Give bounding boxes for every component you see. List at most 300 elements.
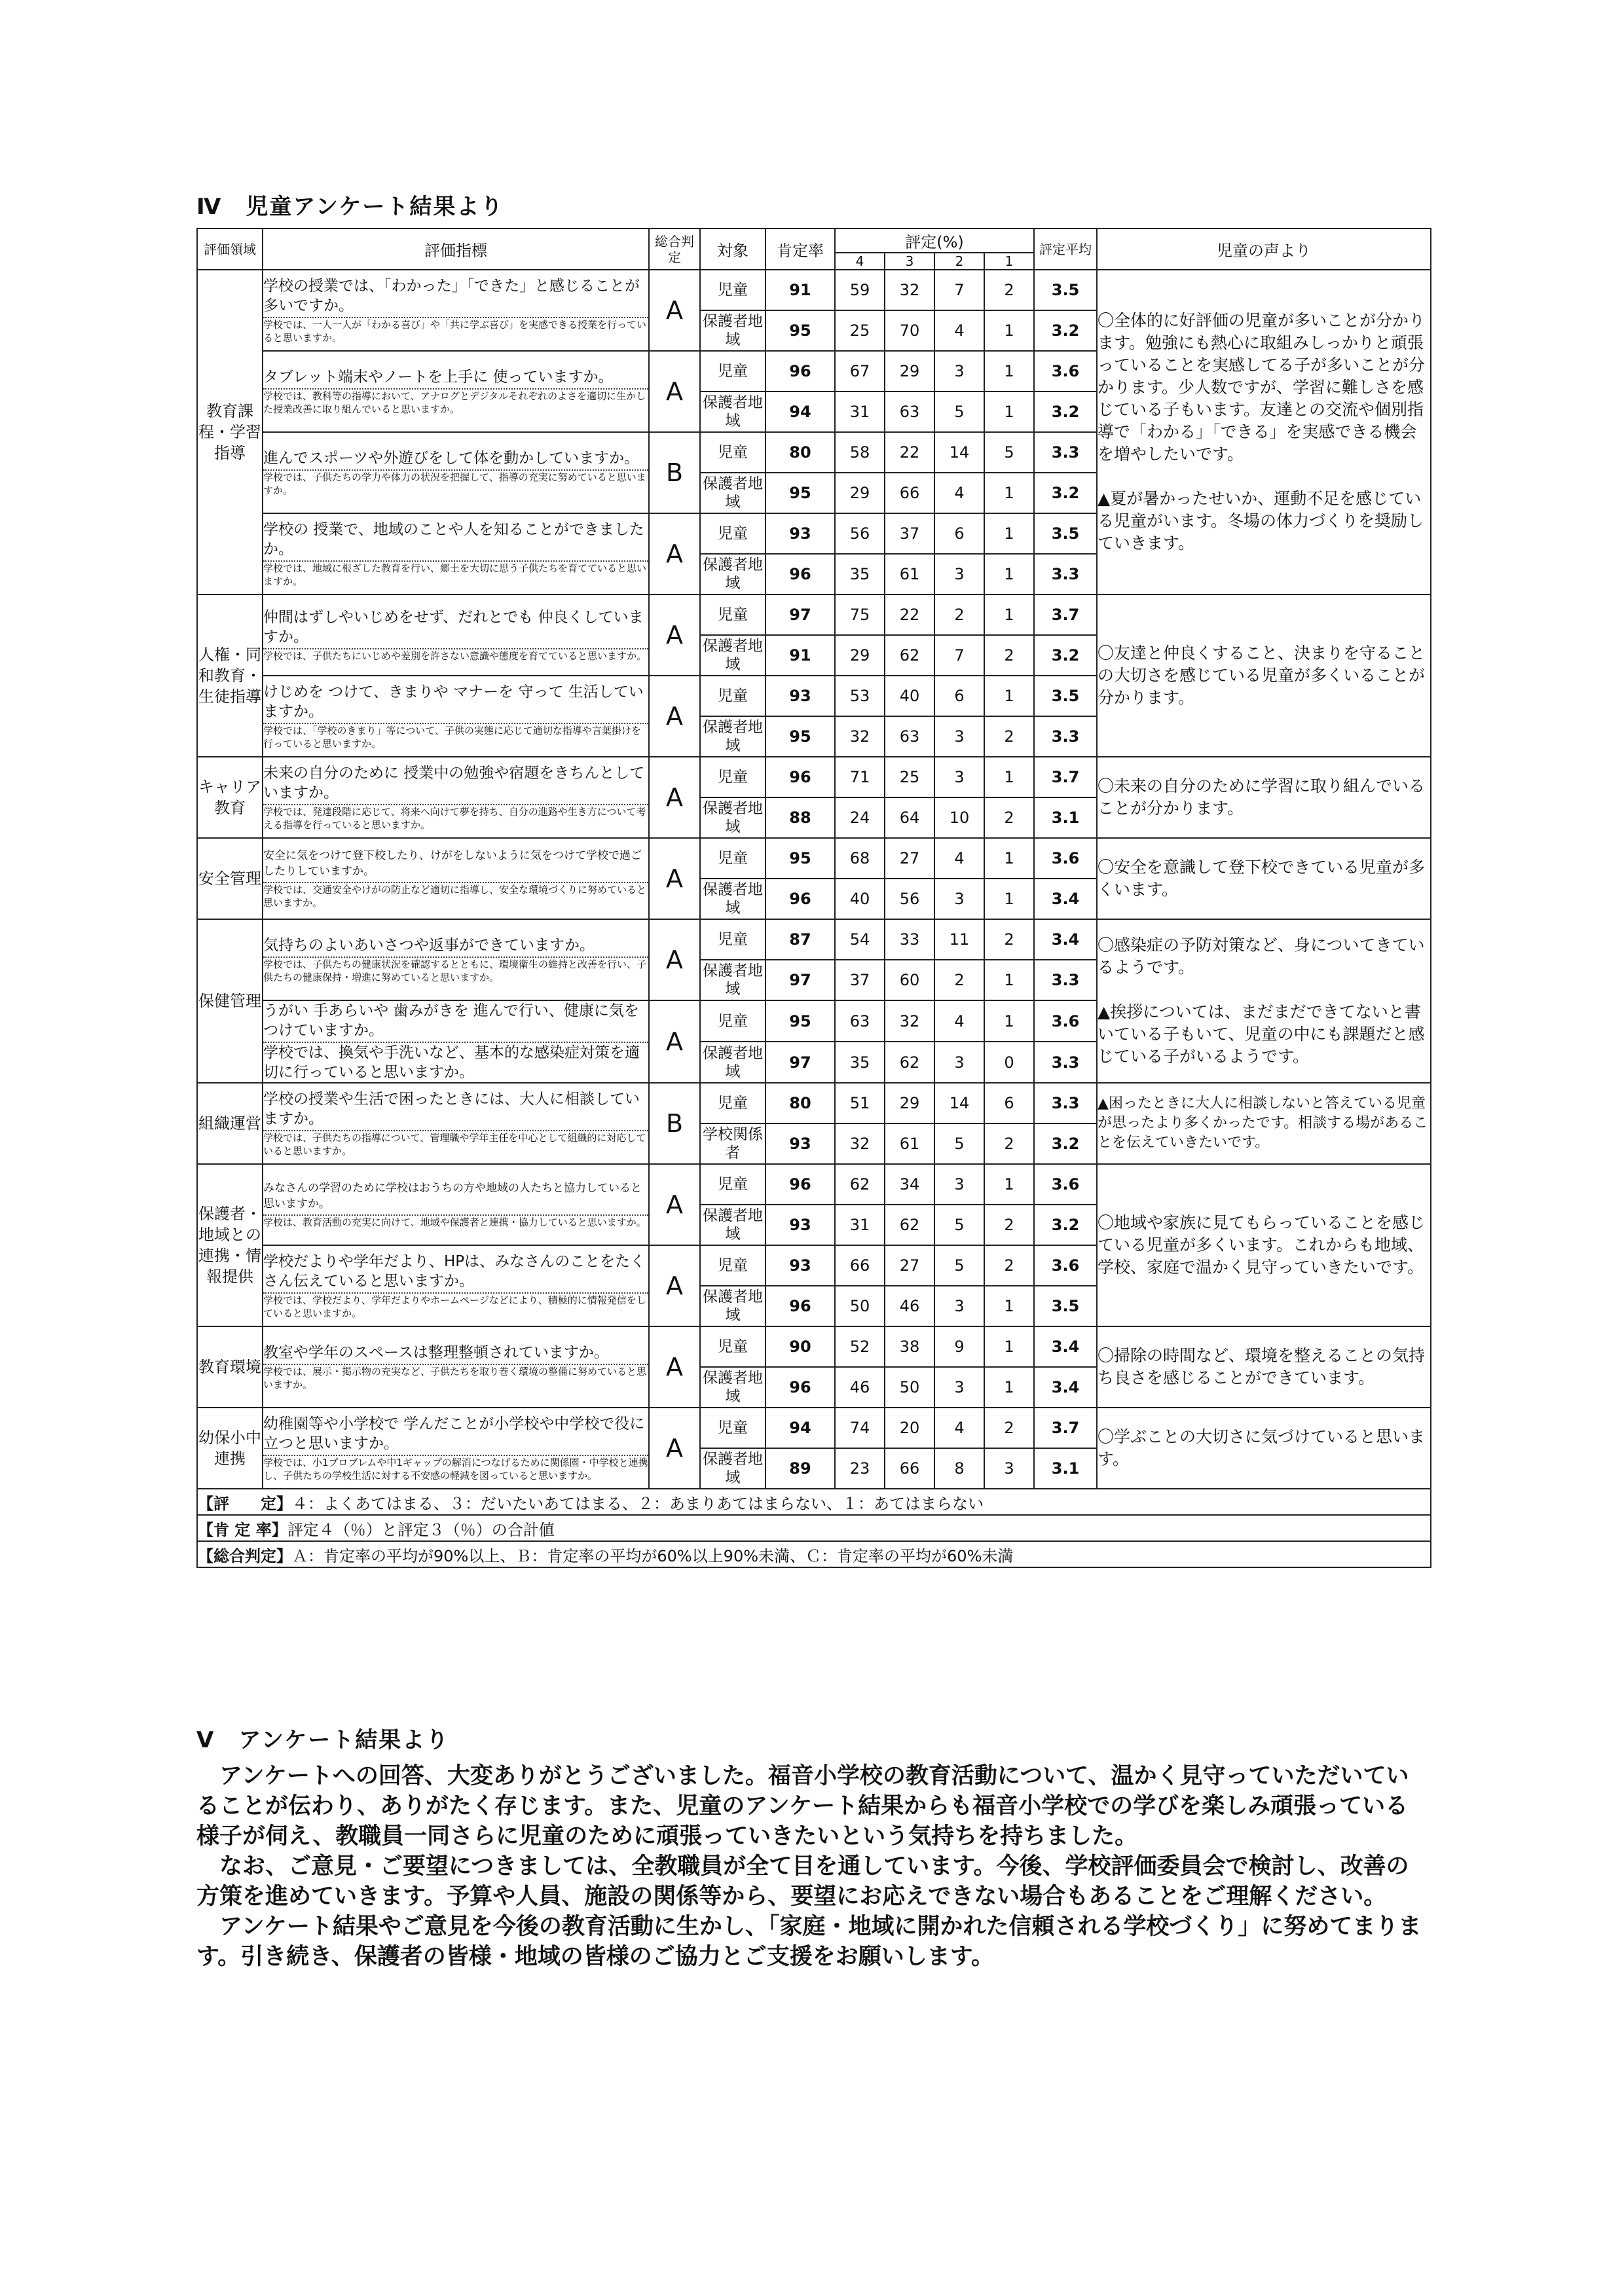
judge-cell: A — [649, 1408, 700, 1489]
indicator-question: けじめを つけて、きまりや マナーを 守って 生活していますか。 — [263, 682, 648, 724]
rating-1-cell: 1 — [984, 1367, 1034, 1408]
average-cell: 3.3 — [1034, 960, 1097, 1000]
rate-cell: 93 — [766, 1205, 835, 1245]
rate-cell: 96 — [766, 757, 835, 797]
rate-cell: 80 — [766, 1083, 835, 1123]
indicator-cell — [263, 1245, 649, 1326]
average-cell: 3.3 — [1034, 432, 1097, 473]
judge-cell: A — [649, 513, 700, 594]
student-voice-cell: 〇全体的に好評価の児童が多いことが分かります。勉強にも熱心に取組みしっかりと頑張っていることを実感してる子が多いことが分かります。少人数ですが、学習に難しさを感じている子もいます。友達との交流や個別指導で「わかる」「できる」を実感できる機会を増やしたいです。 ▲夏が暑かったせいか、運動不足を感じている児童がいます。冬場の体力づくりを奨励していきます。 — [1097, 270, 1431, 594]
rating-1-cell: 1 — [984, 960, 1034, 1000]
legend-key: 【肯 定 率】 — [198, 1520, 287, 1539]
rating-3-cell: 62 — [885, 1205, 934, 1245]
rating-2-cell: 3 — [934, 1286, 984, 1326]
rating-4-cell: 24 — [835, 797, 885, 838]
legend-cell — [197, 1541, 1431, 1567]
rating-4-cell: 35 — [835, 554, 885, 594]
indicator-subtext: 学校では、子供たちの指導について、管理職や学年主任を中心として組織的に対応していると思いますか。 — [263, 1132, 646, 1157]
rating-2-cell: 4 — [934, 1408, 984, 1448]
rate-cell: 96 — [766, 554, 835, 594]
average-cell: 3.2 — [1034, 635, 1097, 676]
header-rating: 評定(%) — [835, 228, 1034, 253]
target-cell: 保護者地域 — [700, 960, 766, 1000]
rating-1-cell: 1 — [984, 473, 1034, 513]
rating-1-cell: 1 — [984, 392, 1034, 432]
rating-2-cell: 4 — [934, 310, 984, 351]
table-row — [197, 757, 1431, 797]
indicator-subtext: 学校では、教科等の指導において、アナログとデジタルそれぞれのよさを適切に生かした授業改善に取り組んでいると思いますか。 — [263, 390, 646, 415]
rating-2-cell: 3 — [934, 757, 984, 797]
rating-3-cell: 37 — [885, 513, 934, 554]
indicator-subtext: 学校では、学校だより、学年だよりやホームページなどにより、積極的に情報発信をしていると思いますか。 — [263, 1294, 646, 1319]
average-cell: 3.6 — [1034, 1245, 1097, 1286]
rating-3-cell: 66 — [885, 1448, 934, 1489]
rating-3-cell: 32 — [885, 270, 934, 310]
average-cell: 3.3 — [1034, 716, 1097, 757]
indicator-question: タブレット端末やノートを上手に 使っていますか。 — [263, 367, 648, 390]
student-voice-cell: ▲困ったときに大人に相談しないと答えている児童が思ったより多くかったです。相談する場があることを伝えていきたいです。 — [1097, 1083, 1431, 1164]
rating-4-cell: 74 — [835, 1408, 885, 1448]
header-r3: 3 — [885, 253, 934, 270]
indicator-cell — [263, 1083, 649, 1164]
average-cell: 3.2 — [1034, 1205, 1097, 1245]
rating-2-cell: 3 — [934, 351, 984, 392]
average-cell: 3.6 — [1034, 838, 1097, 879]
average-cell: 3.4 — [1034, 1367, 1097, 1408]
rating-4-cell: 35 — [835, 1042, 885, 1083]
legend-cell — [197, 1515, 1431, 1541]
rating-3-cell: 22 — [885, 594, 934, 635]
rating-3-cell: 29 — [885, 351, 934, 392]
rating-4-cell: 66 — [835, 1245, 885, 1286]
rating-1-cell: 6 — [984, 1083, 1034, 1123]
indicator-cell — [263, 432, 649, 513]
indicator-question: うがい 手あらいや 歯みがきを 進んで行い、健康に気をつけていますか。 — [263, 1001, 648, 1043]
judge-cell: A — [649, 594, 700, 676]
target-cell: 保護者地域 — [700, 473, 766, 513]
rate-cell: 89 — [766, 1448, 835, 1489]
rating-1-cell: 1 — [984, 594, 1034, 635]
rating-4-cell: 29 — [835, 473, 885, 513]
judge-cell: A — [649, 1326, 700, 1408]
rate-cell: 96 — [766, 1367, 835, 1408]
target-cell: 保護者地域 — [700, 1286, 766, 1326]
average-cell: 3.6 — [1034, 1164, 1097, 1205]
rating-4-cell: 32 — [835, 716, 885, 757]
rating-4-cell: 62 — [835, 1164, 885, 1205]
rating-1-cell: 2 — [984, 797, 1034, 838]
table-row — [197, 1408, 1431, 1448]
rating-2-cell: 4 — [934, 1000, 984, 1042]
rating-2-cell: 4 — [934, 838, 984, 879]
rate-cell: 95 — [766, 838, 835, 879]
legend-text: Ａ：肯定率の平均が90%以上、Ｂ：肯定率の平均が60%以上90%未満、Ｃ：肯定率の平均が60%未満 — [292, 1546, 1014, 1565]
rating-4-cell: 32 — [835, 1123, 885, 1164]
target-cell: 保護者地域 — [700, 310, 766, 351]
target-cell: 保護者地域 — [700, 1367, 766, 1408]
indicator-question: 未来の自分のために 授業中の勉強や宿題をきちんとしていますか。 — [263, 763, 648, 805]
rate-cell: 94 — [766, 392, 835, 432]
target-cell: 児童 — [700, 1000, 766, 1042]
area-cell: 幼保小中連携 — [197, 1408, 263, 1489]
target-cell: 児童 — [700, 351, 766, 392]
table-row — [197, 919, 1431, 960]
target-cell: 学校関係者 — [700, 1123, 766, 1164]
rating-1-cell: 1 — [984, 1326, 1034, 1367]
header-voice: 児童の声より — [1097, 228, 1431, 270]
rating-1-cell: 1 — [984, 1000, 1034, 1042]
rate-cell: 97 — [766, 960, 835, 1000]
rating-3-cell: 50 — [885, 1367, 934, 1408]
average-cell: 3.7 — [1034, 1408, 1097, 1448]
indicator-question: 学校の授業や生活で困ったときには、大人に相談していますか。 — [263, 1089, 648, 1131]
judge-cell: A — [649, 1164, 700, 1245]
area-cell: 人権・同和教育・生徒指導 — [197, 594, 263, 757]
rating-1-cell: 2 — [984, 1408, 1034, 1448]
indicator-cell — [263, 1000, 649, 1083]
table-row — [197, 1326, 1431, 1367]
rating-3-cell: 33 — [885, 919, 934, 960]
rating-2-cell: 10 — [934, 797, 984, 838]
rating-4-cell: 31 — [835, 1205, 885, 1245]
header-r1: 1 — [984, 253, 1034, 270]
header-area: 評価領域 — [197, 228, 263, 270]
target-cell: 保護者地域 — [700, 554, 766, 594]
rate-cell: 96 — [766, 879, 835, 919]
rating-2-cell: 6 — [934, 513, 984, 554]
rating-2-cell: 3 — [934, 1367, 984, 1408]
legend-row — [197, 1541, 1431, 1567]
rating-4-cell: 40 — [835, 879, 885, 919]
rating-4-cell: 59 — [835, 270, 885, 310]
header-indicator: 評価指標 — [263, 228, 649, 270]
indicator-question: 仲間はずしやいじめをせず、だれとでも 仲良くしていますか。 — [263, 608, 648, 649]
indicator-subtext: 学校では、展示・掲示物の充実など、子供たちを取り巻く環境の整備に努めていると思いますか。 — [263, 1366, 647, 1391]
rating-2-cell: 14 — [934, 432, 984, 473]
target-cell: 保護者地域 — [700, 392, 766, 432]
rating-4-cell: 37 — [835, 960, 885, 1000]
header-r2: 2 — [934, 253, 984, 270]
rate-cell: 80 — [766, 432, 835, 473]
table-row — [197, 270, 1431, 310]
indicator-question: 学校だよりや学年だより、HPは、みなさんのことをたくさん伝えていると思いますか。 — [263, 1252, 648, 1294]
indicator-subtext: 学校では、子供たちの健康状況を確認するとともに、環境衛生の維持と改善を行い、子供たちの健康保持・増進に努めていると思いますか。 — [263, 958, 647, 983]
rating-4-cell: 54 — [835, 919, 885, 960]
indicator-question: 学校の 授業で、地域のことや人を知ることができましたか。 — [263, 520, 648, 562]
indicator-question: 学校の授業では、「わかった」「できた」と感じることが多いですか。 — [263, 276, 648, 318]
rating-1-cell: 2 — [984, 635, 1034, 676]
indicator-question: 安全に気をつけて登下校したり、けがをしないように気をつけて学校で過ごしたりしていますか。 — [263, 849, 642, 878]
indicator-cell — [263, 351, 649, 432]
average-cell: 3.1 — [1034, 1448, 1097, 1489]
target-cell: 児童 — [700, 1164, 766, 1205]
judge-cell: A — [649, 838, 700, 919]
rating-4-cell: 71 — [835, 757, 885, 797]
average-cell: 3.1 — [1034, 797, 1097, 838]
rating-3-cell: 61 — [885, 554, 934, 594]
judge-cell: A — [649, 757, 700, 838]
rate-cell: 95 — [766, 310, 835, 351]
rating-4-cell: 58 — [835, 432, 885, 473]
rate-cell: 93 — [766, 1245, 835, 1286]
target-cell: 児童 — [700, 676, 766, 716]
rate-cell: 97 — [766, 1042, 835, 1083]
student-voice-cell: 〇学ぶことの大切さに気づけていると思います。 — [1097, 1408, 1431, 1489]
rating-3-cell: 60 — [885, 960, 934, 1000]
section-5-title: Ⅴ アンケート結果より — [196, 1727, 450, 1753]
rating-2-cell: 11 — [934, 919, 984, 960]
paragraph: アンケートへの回答、大変ありがとうございました。福音小学校の教育活動について、温かく見守っていただいていることが伝わり、ありがたく存じます。また、児童のアンケート結果からも福音小学校での学びを楽しみ頑張っている様子が伺え、教職員一同さらに児童のために頑張っていきたいという気持ちを持ちました。 — [196, 1763, 1409, 1850]
rate-cell: 87 — [766, 919, 835, 960]
rating-3-cell: 46 — [885, 1286, 934, 1326]
rating-1-cell: 3 — [984, 1448, 1034, 1489]
rating-4-cell: 50 — [835, 1286, 885, 1326]
rating-2-cell: 3 — [934, 716, 984, 757]
rating-2-cell: 3 — [934, 1164, 984, 1205]
indicator-question: 気持ちのよいあいさつや返事ができていますか。 — [263, 936, 648, 958]
judge-cell: A — [649, 351, 700, 432]
rating-3-cell: 70 — [885, 310, 934, 351]
rating-2-cell: 7 — [934, 635, 984, 676]
indicator-subtext: 学校では、発達段階に応じて、将来へ向けて夢を持ち、自分の進路や生き方について考える指導を行っていると思いますか。 — [263, 806, 646, 831]
rating-3-cell: 34 — [885, 1164, 934, 1205]
rating-1-cell: 1 — [984, 757, 1034, 797]
rate-cell: 93 — [766, 676, 835, 716]
legend-cell — [197, 1489, 1431, 1515]
target-cell: 保護者地域 — [700, 879, 766, 919]
indicator-subtext: 学校は、教育活動の充実に向けて、地域や保護者と連携・協力していると思いますか。 — [263, 1214, 648, 1229]
rating-3-cell: 63 — [885, 716, 934, 757]
target-cell: 児童 — [700, 1408, 766, 1448]
rating-3-cell: 38 — [885, 1326, 934, 1367]
rating-1-cell: 2 — [984, 716, 1034, 757]
rating-2-cell: 2 — [934, 594, 984, 635]
legend-row — [197, 1515, 1431, 1541]
paragraph: なお、ご意見・ご要望につきましては、全教職員が全て目を通しています。今後、学校評価委員会で検討し、改善の方策を進めていきます。予算や人員、施設の関係等から、要望にお応えできない場合もあることをご理解ください。 — [196, 1853, 1409, 1910]
target-cell: 保護者地域 — [700, 635, 766, 676]
student-voice-cell: 〇安全を意識して登下校できている児童が多くいます。 — [1097, 838, 1431, 919]
indicator-cell — [263, 594, 649, 676]
rating-2-cell: 3 — [934, 879, 984, 919]
rating-2-cell: 5 — [934, 1123, 984, 1164]
rating-4-cell: 68 — [835, 838, 885, 879]
indicator-subtext: 学校では、交通安全やけがの防止など適切に指導し、安全な環境づくりに努めていると思いますか。 — [263, 882, 648, 909]
rate-cell: 96 — [766, 351, 835, 392]
rate-cell: 91 — [766, 270, 835, 310]
rating-3-cell: 27 — [885, 838, 934, 879]
rating-2-cell: 8 — [934, 1448, 984, 1489]
rating-1-cell: 2 — [984, 270, 1034, 310]
rating-4-cell: 75 — [835, 594, 885, 635]
rate-cell: 95 — [766, 1000, 835, 1042]
rating-2-cell: 5 — [934, 1205, 984, 1245]
indicator-question: 進んでスポーツや外遊びをして体を動かしていますか。 — [263, 448, 648, 471]
average-cell: 3.2 — [1034, 473, 1097, 513]
rate-cell: 91 — [766, 635, 835, 676]
indicator-cell — [263, 1326, 649, 1408]
indicator-cell — [263, 270, 649, 351]
rating-2-cell: 14 — [934, 1083, 984, 1123]
table-row — [197, 1083, 1431, 1123]
indicator-subtext: 学校では、小1プロブレムや中1ギャップの解消につなげるために関係園・中学校と連携し、子供たちの学校生活に対する不安感の軽減を図っていると思いますか。 — [263, 1457, 648, 1482]
table-row — [197, 594, 1431, 635]
rating-4-cell: 53 — [835, 676, 885, 716]
student-voice-cell: 〇感染症の予防対策など、身についてきているようです。 ▲挨拶については、まだまだできてないと書いている子もいて、児童の中にも課題だと感じている子がいるようです。 — [1097, 919, 1431, 1083]
legend-text: ４：よくあてはまる、３：だいたいあてはまる、２：あまりあてはまらない、１：あてはまらない — [292, 1494, 984, 1513]
rating-1-cell: 1 — [984, 513, 1034, 554]
rating-3-cell: 64 — [885, 797, 934, 838]
rating-3-cell: 22 — [885, 432, 934, 473]
rating-3-cell: 62 — [885, 1042, 934, 1083]
rating-1-cell: 2 — [984, 1123, 1034, 1164]
indicator-question: 幼稚園等や小学校で 学んだことが小学校や中学校で役に立つと思いますか。 — [263, 1414, 648, 1456]
average-cell: 3.6 — [1034, 1000, 1097, 1042]
survey-results-table — [196, 228, 1431, 1568]
student-voice-cell: 〇友達と仲良くすること、決まりを守ることの大切さを感じている児童が多くいることが分かります。 — [1097, 594, 1431, 757]
rate-cell: 95 — [766, 716, 835, 757]
target-cell: 児童 — [700, 1326, 766, 1367]
indicator-cell — [263, 757, 649, 838]
rating-1-cell: 1 — [984, 838, 1034, 879]
indicator-question: 教室や学年のスペースは整理整頓されていますか。 — [263, 1343, 648, 1365]
rating-4-cell: 52 — [835, 1326, 885, 1367]
area-cell: キャリア教育 — [197, 757, 263, 838]
rating-4-cell: 29 — [835, 635, 885, 676]
judge-cell: B — [649, 432, 700, 513]
rating-2-cell: 5 — [934, 1245, 984, 1286]
average-cell: 3.3 — [1034, 1083, 1097, 1123]
target-cell: 児童 — [700, 757, 766, 797]
indicator-cell — [263, 513, 649, 594]
rating-1-cell: 1 — [984, 1286, 1034, 1326]
target-cell: 児童 — [700, 838, 766, 879]
rating-2-cell: 3 — [934, 554, 984, 594]
closing-message — [196, 1761, 1428, 1972]
indicator-cell — [263, 676, 649, 757]
judge-cell: A — [649, 270, 700, 351]
rate-cell: 93 — [766, 513, 835, 554]
average-cell: 3.2 — [1034, 1123, 1097, 1164]
rate-cell: 94 — [766, 1408, 835, 1448]
target-cell: 児童 — [700, 919, 766, 960]
rating-3-cell: 66 — [885, 473, 934, 513]
average-cell: 3.5 — [1034, 676, 1097, 716]
rate-cell: 88 — [766, 797, 835, 838]
rating-4-cell: 56 — [835, 513, 885, 554]
student-voice-cell: 〇地域や家族に見てもらっていることを感じている児童が多くいます。これからも地域、学校、家庭で温かく見守っていきたいです。 — [1097, 1164, 1431, 1326]
average-cell: 3.3 — [1034, 1042, 1097, 1083]
rate-cell: 95 — [766, 473, 835, 513]
judge-cell: A — [649, 676, 700, 757]
target-cell: 保護者地域 — [700, 1448, 766, 1489]
rating-3-cell: 56 — [885, 879, 934, 919]
rating-4-cell: 51 — [835, 1083, 885, 1123]
target-cell: 児童 — [700, 1083, 766, 1123]
rating-3-cell: 25 — [885, 757, 934, 797]
judge-cell: A — [649, 1000, 700, 1083]
indicator-subtext: 学校では、一人一人が「わかる喜び」や「共に学ぶ喜び」を実感できる授業を行っていると思いますか。 — [263, 319, 647, 344]
judge-cell: B — [649, 1083, 700, 1164]
area-cell: 教育環境 — [197, 1326, 263, 1408]
average-cell: 3.7 — [1034, 757, 1097, 797]
average-cell: 3.4 — [1034, 879, 1097, 919]
area-cell: 安全管理 — [197, 838, 263, 919]
rating-1-cell: 1 — [984, 879, 1034, 919]
average-cell: 3.7 — [1034, 594, 1097, 635]
rate-cell: 90 — [766, 1326, 835, 1367]
rating-1-cell: 1 — [984, 1164, 1034, 1205]
rating-3-cell: 63 — [885, 392, 934, 432]
indicator-cell — [263, 1164, 649, 1245]
target-cell: 保護者地域 — [700, 1042, 766, 1083]
rating-2-cell: 5 — [934, 392, 984, 432]
average-cell: 3.5 — [1034, 270, 1097, 310]
average-cell: 3.4 — [1034, 1326, 1097, 1367]
rate-cell: 93 — [766, 1123, 835, 1164]
indicator-cell — [263, 1408, 649, 1489]
legend-key: 【総合判定】 — [198, 1546, 292, 1565]
target-cell: 児童 — [700, 432, 766, 473]
indicator-subtext: 学校では、地域に根ざした教育を行い、郷土を大切に思う子供たちを育てていると思いますか。 — [263, 562, 647, 587]
indicator-cell — [263, 838, 649, 919]
average-cell: 3.5 — [1034, 1286, 1097, 1326]
rating-2-cell: 3 — [934, 1042, 984, 1083]
rating-4-cell: 46 — [835, 1367, 885, 1408]
target-cell: 保護者地域 — [700, 797, 766, 838]
rating-4-cell: 31 — [835, 392, 885, 432]
rating-1-cell: 1 — [984, 351, 1034, 392]
rating-2-cell: 6 — [934, 676, 984, 716]
average-cell: 3.3 — [1034, 554, 1097, 594]
average-cell: 3.6 — [1034, 351, 1097, 392]
area-cell: 保護者・地域との連携・情報提供 — [197, 1164, 263, 1326]
rating-3-cell: 29 — [885, 1083, 934, 1123]
target-cell: 児童 — [700, 270, 766, 310]
rating-4-cell: 25 — [835, 310, 885, 351]
rating-1-cell: 2 — [984, 919, 1034, 960]
target-cell: 保護者地域 — [700, 1205, 766, 1245]
header-avg: 評定平均 — [1034, 228, 1097, 270]
rating-2-cell: 7 — [934, 270, 984, 310]
rating-4-cell: 67 — [835, 351, 885, 392]
indicator-cell — [263, 919, 649, 1000]
target-cell: 保護者地域 — [700, 716, 766, 757]
rating-1-cell: 0 — [984, 1042, 1034, 1083]
average-cell: 3.5 — [1034, 513, 1097, 554]
area-cell: 教育課程・学習指導 — [197, 270, 263, 594]
indicator-question: みなさんの学習のために学校はおうちの方や地域の人たちと協力していると思いますか。 — [263, 1182, 642, 1211]
rating-1-cell: 1 — [984, 554, 1034, 594]
table-row — [197, 1164, 1431, 1205]
rating-3-cell: 62 — [885, 635, 934, 676]
indicator-subtext: 学校では、子供たちの学力や体力の状況を把握して、指導の充実に努めていると思いますか。 — [263, 471, 646, 496]
table-row — [197, 838, 1431, 879]
rate-cell: 97 — [766, 594, 835, 635]
rating-1-cell: 2 — [984, 1205, 1034, 1245]
rating-3-cell: 32 — [885, 1000, 934, 1042]
rating-4-cell: 63 — [835, 1000, 885, 1042]
rating-2-cell: 2 — [934, 960, 984, 1000]
judge-cell: A — [649, 919, 700, 1000]
paragraph: アンケート結果やご意見を今後の教育活動に生かし、「家庭・地域に開かれた信頼される学校づくり」に努めてまります。引き続き、保護者の皆様・地域の皆様のご協力とご支援をお願いします。 — [196, 1914, 1422, 1970]
rating-1-cell: 5 — [984, 432, 1034, 473]
indicator-subtext: 学校では、子供たちにいじめや差別を許さない意識や態度を育てていると思いますか。 — [263, 650, 647, 662]
rating-1-cell: 1 — [984, 676, 1034, 716]
legend-row — [197, 1489, 1431, 1515]
rating-4-cell: 23 — [835, 1448, 885, 1489]
rating-2-cell: 9 — [934, 1326, 984, 1367]
rating-3-cell: 61 — [885, 1123, 934, 1164]
